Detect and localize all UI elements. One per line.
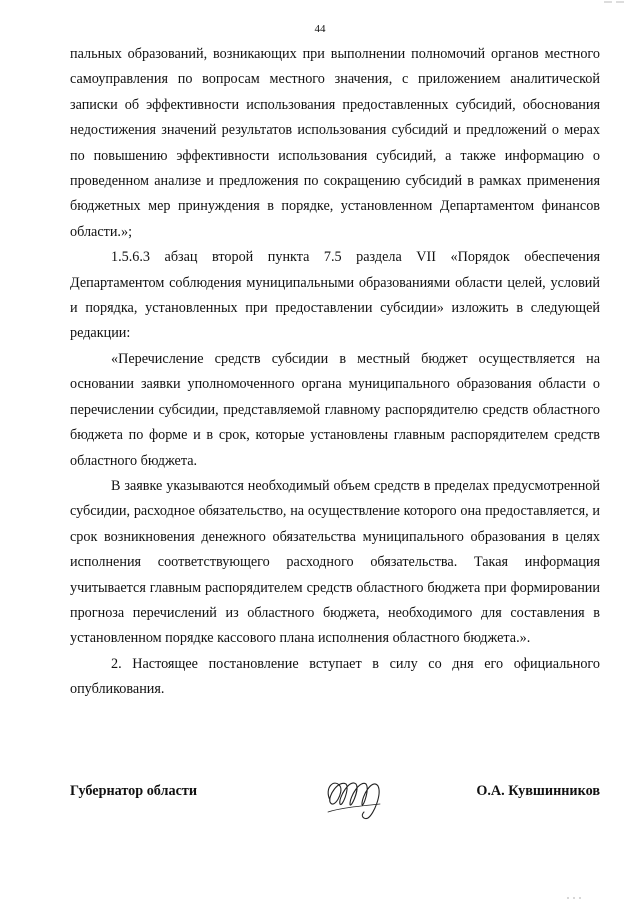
- handwritten-signature: [320, 770, 390, 822]
- signatory-name: О.А. Кувшинников: [476, 783, 600, 799]
- signatory-title: Губернатор области: [70, 783, 198, 799]
- signature-block: [70, 770, 600, 830]
- paragraph-continuation: пальных образований, возникающих при выполнении полномочий органов местного самоуправления по вопросам местного значения, с приложением аналитической записки об эффективности использования предоставленных субсидий, обоснования недостижения значений результатов использования субсидий и предложений о мерах по повышению эффективности использования субсидий, а также информацию о проведенном анализе и предложения по сокращению субсидий в рамках применения бюджетных мер принуждения в порядке, установленном Департаментом финансов области.»;: [70, 46, 600, 240]
- page-number: 44: [314, 23, 326, 35]
- paragraph-subsidy-transfer: «Перечисление средств субсидии в местный бюджет осуществляется на основании заявки уполномоченного органа муниципального образования области о перечислении субсидии, представляемой главному распорядителю средств областного бюджета по форме и в срок, которые установлены главным распорядителем средств областного бюджета.: [70, 350, 600, 469]
- paragraph-application-contents: В заявке указываются необходимый объем средств в пределах предусмотренной субсидии, расходное обязательство, на осуществление которого она предоставляется, и срок возникновения денежного обязательства муниципального образования в целях исполнения соответствующего расходного обязательства. Такая информация учитывается главным распорядителем средств областного бюджета при формировании прогноза перечислений из областного бюджета, необходимого для составления в установленном порядке кассового плана исполнения областного бюджета.».: [70, 477, 600, 647]
- scan-mark-bottom: [564, 896, 584, 900]
- paragraph-amendment-1-5-6-3: 1.5.6.3 абзац второй пункта 7.5 раздела VII «Порядок обеспечения Департаментом соблюдения муниципальными образованиями области целей, условий и порядка, установленных при предоставлении субсидии» изложить в следующей редакции:: [70, 249, 600, 342]
- scan-mark-top: [604, 0, 624, 4]
- paragraph-effective-date: 2. Настоящее постановление вступает в силу со дня его официального опубликования.: [70, 655, 600, 698]
- document-body: [70, 42, 600, 703]
